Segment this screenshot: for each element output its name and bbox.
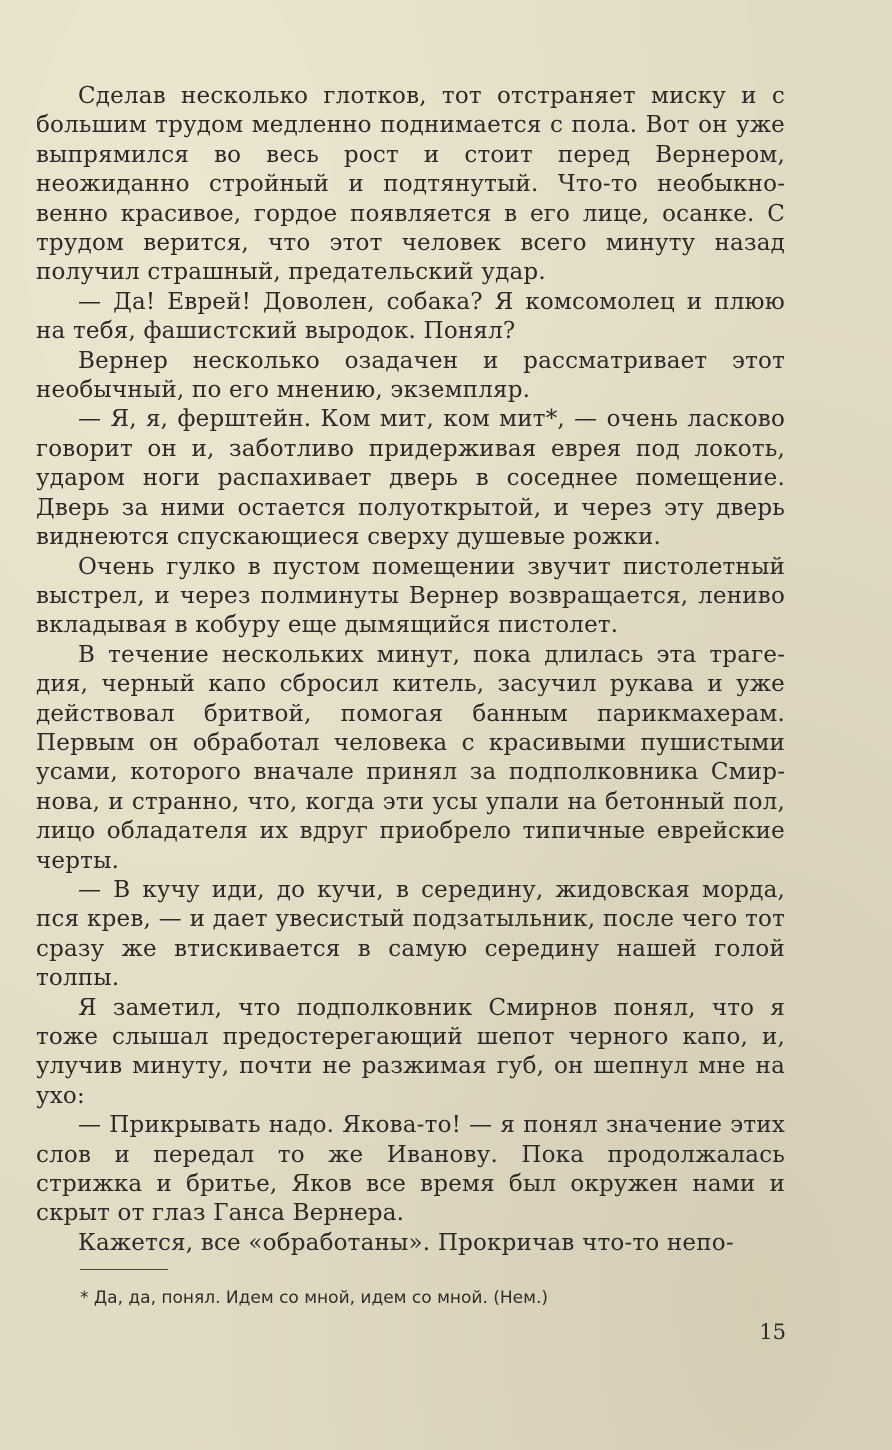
paragraph: Очень гулко в пустом помещении звучит пистолетный выстрел, и через полминуты Вернер возвращается, лениво вкладывая в кобуру еще дымящийся пистолет. [36, 553, 785, 639]
page-number: 15 [759, 1320, 786, 1344]
paragraph: — Прикрывать надо. Якова-то! — я понял значение этих слов и передал то же Иванову. Пока продолжалась стрижка и бритье, Яков все время был окружен нами и скрыт от глаз Ганса Вернера. [36, 1112, 785, 1227]
paragraph: В течение нескольких минут, пока длилась эта трагедия, черный капо сбросил китель, засучил рукава и уже действовал бритвой, помогая банным парикмахерам. Первым он обработал человека с красивыми пушистыми усами, которого вначале принял за подполковника Смирнова, и странно, что, когда эти усы упали на бетонный пол, лицо обладателя их вдруг приобрело типичные еврейские черты. [36, 641, 785, 874]
paragraph: — Да! Еврей! Доволен, собака? Я комсомолец и плюю на тебя, фашистский выродок. Понял? [36, 288, 785, 345]
paragraph: Я заметил, что подполковник Смирнов понял, что я тоже слышал предостерегающий шепот черного капо, и, улучив минуту, почти не разжимая губ, он шепнул мне на ухо: [36, 994, 785, 1109]
paragraph: Вернер несколько озадачен и рассматривает этот необычный, по его мнению, экземпляр. [36, 347, 785, 404]
footnote: * Да, да, понял. Идем со мной, идем со мной. (Нем.) [80, 1288, 548, 1308]
paragraph: — Я, я, ферштейн. Ком мит, ком мит*, — очень ласково говорит он и, заботливо придерживая еврея под локоть, ударом ноги распахивает дверь в соседнее помещение. Дверь за ними остается полуоткрытой, и через эту дверь виднеются спускающиеся сверху душевые рожки. [36, 406, 785, 551]
paragraph: Кажется, все «обработаны». Прокричав что-то непо- [78, 1229, 734, 1256]
main-text [36, 82, 785, 1258]
paragraph: Сделав несколько глотков, тот отстраняет миску и с большим трудом медленно поднимается с пола. Вот он уже выпрямился во весь рост и стоит перед Вернером, неожиданно стройный и подтянутый. Что-то необыкновенно красивое, гордое появляется в его лице, осанке. С трудом верится, что этот человек всего минуту назад получил страшный, предательский удар. [36, 83, 785, 286]
footnote-divider [80, 1269, 168, 1270]
paragraph: — В кучу иди, до кучи, в середину, жидовская морда, пся крев, — и дает увесистый подзатыльник, после чего тот сразу же втискивается в самую середину нашей голой толпы. [36, 876, 785, 992]
